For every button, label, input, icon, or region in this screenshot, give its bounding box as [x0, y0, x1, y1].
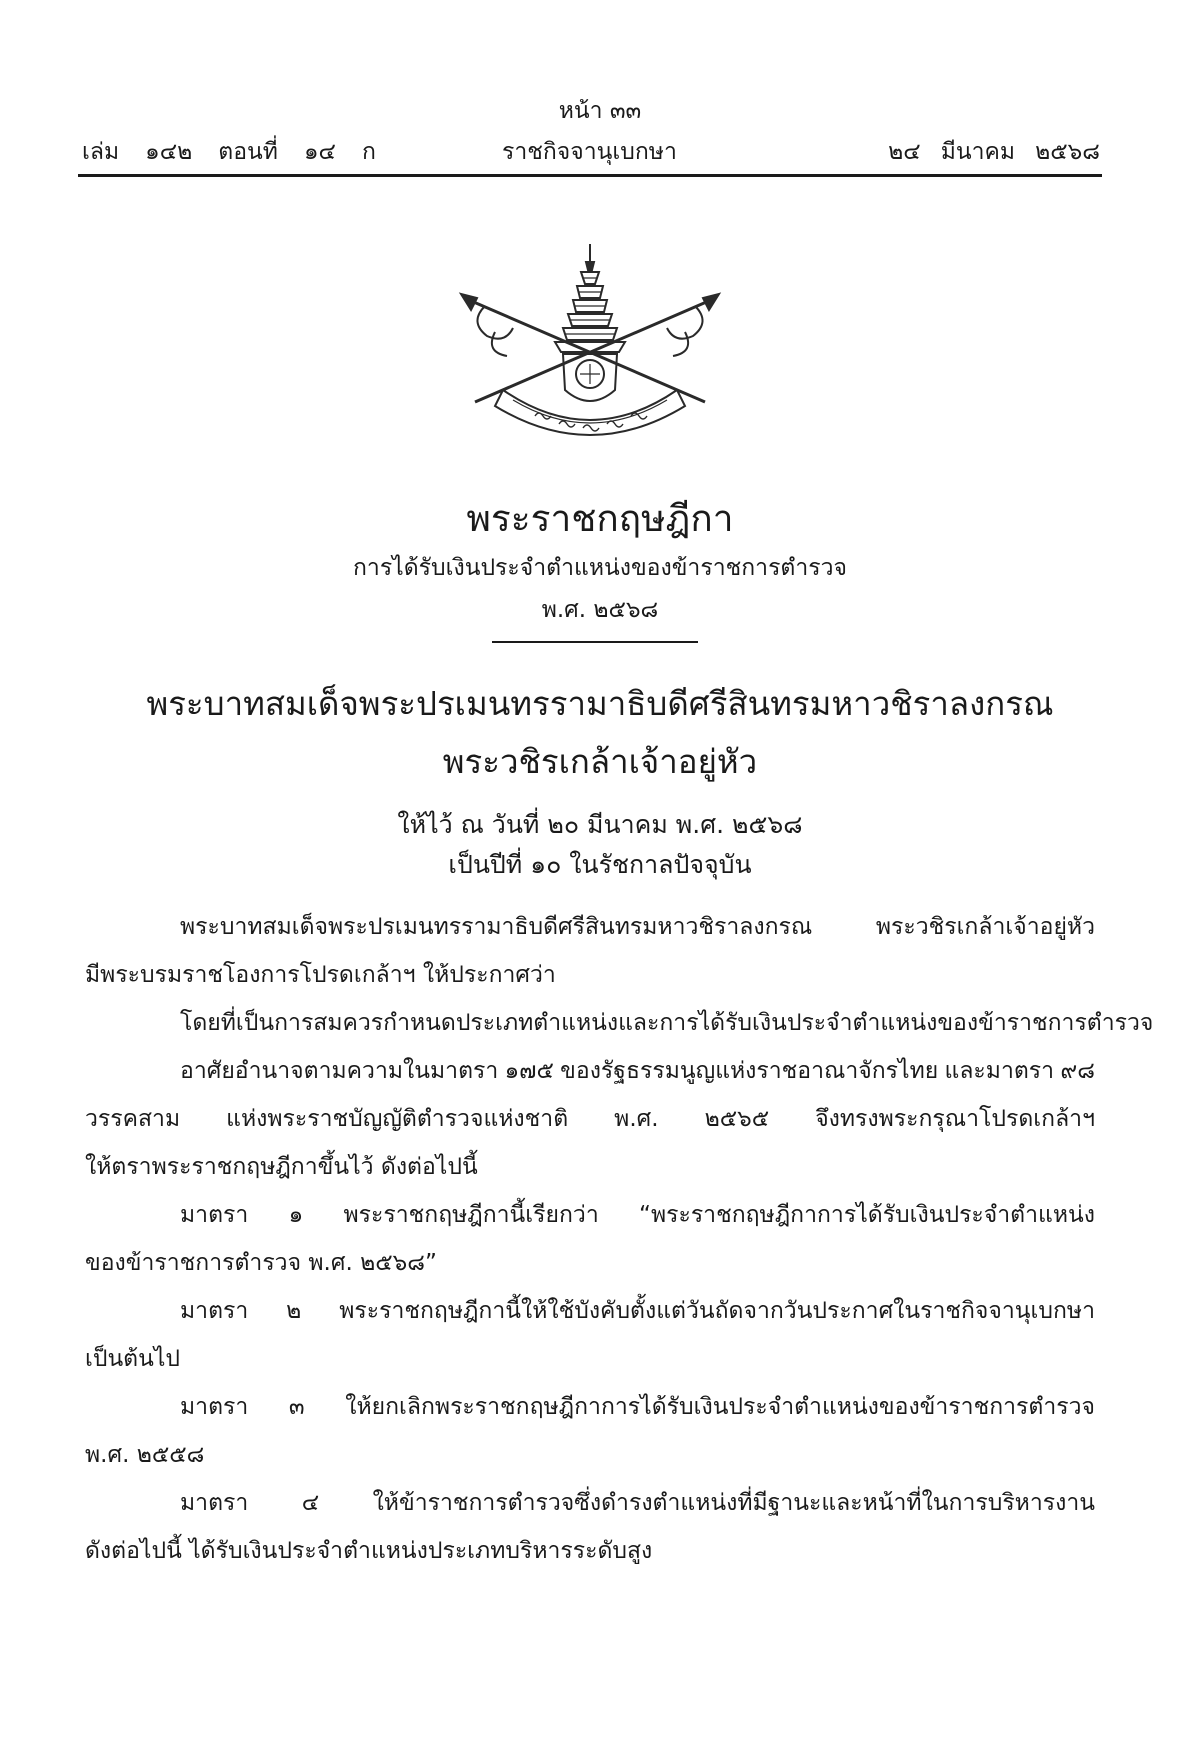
- authority-word: ของรัฐธรรมนูญแห่งราชอาณาจักรไทย: [560, 1058, 939, 1084]
- authority-word: จึงทรงพระกรุณาโปรดเกล้าฯ: [815, 1106, 1095, 1132]
- king-name-line-2: พระวชิรเกล้าเจ้าอยู่หัว: [442, 742, 758, 781]
- preamble-line-1: [180, 910, 1095, 944]
- section-1-line-2: ของข้าราชการตำรวจ พ.ศ. ๒๕๖๘”: [85, 1250, 437, 1276]
- section-4-line-1: [180, 1486, 1095, 1520]
- date-year: ๒๕๖๘: [1035, 139, 1100, 165]
- section-text: พระราชกฤษฎีกานี้เรียกว่า: [343, 1202, 599, 1228]
- section-text: “พระราชกฤษฎีกาการได้รับเงินประจำตำแหน่ง: [639, 1202, 1095, 1228]
- section-number: ๒: [286, 1298, 302, 1324]
- section-2-line-2: เป็นต้นไป: [85, 1346, 181, 1372]
- page-number: หน้า ๓๓: [558, 98, 642, 124]
- authority-word: ๙๘: [1060, 1058, 1095, 1084]
- header-divider: [78, 174, 1102, 177]
- section-number: ๑: [288, 1202, 304, 1228]
- document-year: พ.ศ. ๒๕๖๘: [541, 597, 659, 623]
- authority-word: ๒๕๖๕: [704, 1106, 770, 1132]
- preamble-text-a: พระบาทสมเด็จพระปรเมนทรรามาธิบดีศรีสินทรมหาวชิราลงกรณ: [180, 914, 813, 940]
- royal-seal-emblem-icon: [455, 240, 725, 450]
- volume-number: ๑๔๒: [145, 139, 193, 165]
- section-label: มาตรา: [180, 1298, 249, 1324]
- authority-word: แห่งพระราชบัญญัติตำรวจแห่งชาติ: [226, 1106, 569, 1132]
- section-2-line-1: [180, 1294, 1095, 1328]
- gazette-name: ราชกิจจานุเบกษา: [502, 139, 677, 165]
- authority-word: อาศัยอำนาจตามความในมาตรา: [180, 1058, 499, 1084]
- document-title: พระราชกฤษฎีกา: [466, 497, 734, 540]
- section-text: ให้ข้าราชการตำรวจซึ่งดำรงตำแหน่งที่มีฐานะและหน้าที่ในการบริหารงาน: [372, 1490, 1095, 1516]
- gazette-header: [82, 136, 1100, 168]
- authority-line-1: [180, 1054, 1095, 1088]
- section-text: ให้ยกเลิกพระราชกฤษฎีกาการได้รับเงินประจำตำแหน่งของข้าราชการตำรวจ: [345, 1394, 1095, 1420]
- king-name-line-1: พระบาทสมเด็จพระปรเมนทรรามาธิบดีศรีสินทรมหาวชิราลงกรณ: [146, 684, 1054, 723]
- section-4-line-2: ดังต่อไปนี้ ได้รับเงินประจำตำแหน่งประเภทบริหารระดับสูง: [85, 1538, 653, 1564]
- date-month: มีนาคม: [940, 139, 1016, 165]
- authority-word: พ.ศ.: [614, 1106, 659, 1132]
- issue-info: [82, 136, 402, 168]
- section-number: ๓: [288, 1394, 305, 1420]
- section-1-line-1: [180, 1198, 1095, 1232]
- section-text: พระราชกฤษฎีกานี้ให้ใช้บังคับตั้งแต่วันถัดจากวันประกาศในราชกิจจานุเบกษา: [339, 1298, 1095, 1324]
- section-label: มาตรา: [180, 1394, 249, 1420]
- section-3-line-2: พ.ศ. ๒๕๕๘: [85, 1442, 205, 1468]
- section-3-line-1: [180, 1390, 1095, 1424]
- authority-word: วรรคสาม: [85, 1106, 181, 1132]
- preamble-line-2: มีพระบรมราชโองการโปรดเกล้าฯ ให้ประกาศว่า: [85, 962, 556, 988]
- volume-label: เล่ม: [82, 139, 120, 165]
- section-label: มาตรา: [180, 1490, 249, 1516]
- document-subtitle: การได้รับเงินประจำตำแหน่งของข้าราชการตำรวจ: [352, 555, 848, 581]
- section-letter: ก: [361, 139, 376, 165]
- section-label: มาตรา: [180, 1202, 249, 1228]
- preamble-text-b: พระวชิรเกล้าเจ้าอยู่หัว: [875, 914, 1095, 940]
- given-date-line: ให้ไว้ ณ วันที่ ๒๐ มีนาคม พ.ศ. ๒๕๖๘: [397, 810, 803, 839]
- publication-date: [868, 136, 1100, 168]
- authority-word: ๑๗๕: [504, 1058, 554, 1084]
- date-day: ๒๔: [888, 139, 921, 165]
- issue-label: ตอนที่: [218, 139, 278, 165]
- reign-year-line: เป็นปีที่ ๑๐ ในรัชกาลปัจจุบัน: [448, 850, 752, 879]
- authority-word: และมาตรา: [944, 1058, 1055, 1084]
- issue-number: ๑๔: [303, 139, 336, 165]
- authority-line-3: ให้ตราพระราชกฤษฎีกาขึ้นไว้ ดังต่อไปนี้: [85, 1154, 478, 1180]
- authority-line-2: [85, 1102, 1095, 1136]
- title-divider: [492, 641, 698, 643]
- whereas-clause: โดยที่เป็นการสมควรกำหนดประเภทตำแหน่งและการได้รับเงินประจำตำแหน่งของข้าราชการตำรวจ: [180, 1010, 1154, 1036]
- section-number: ๔: [301, 1490, 320, 1516]
